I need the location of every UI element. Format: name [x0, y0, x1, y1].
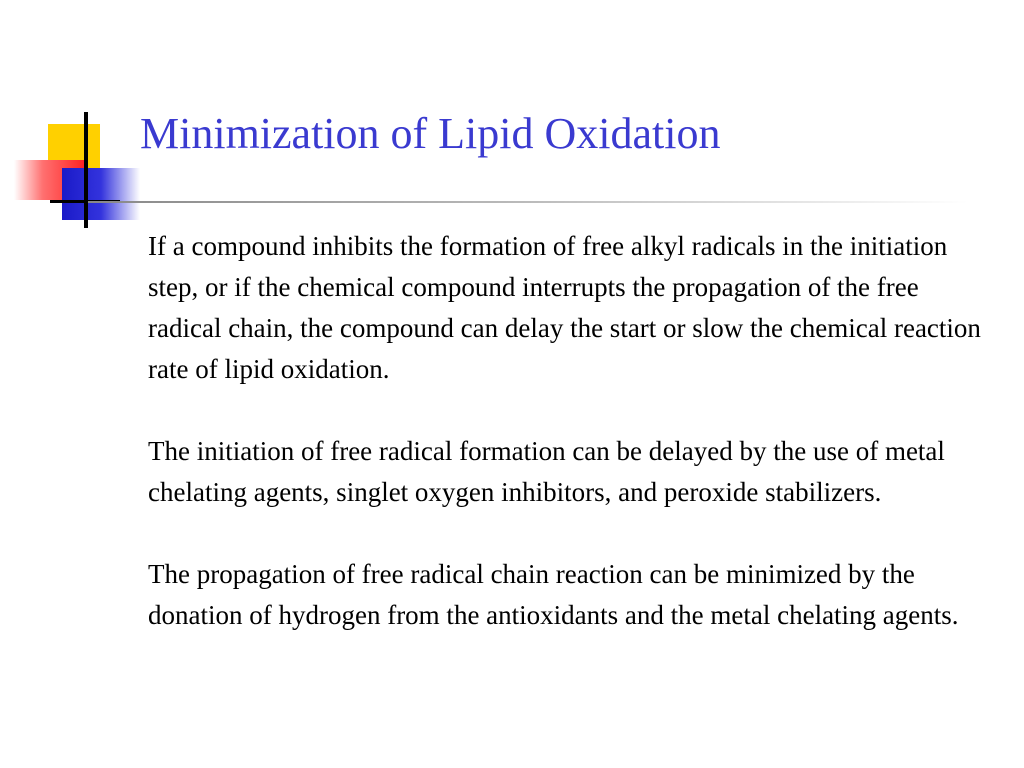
- corner-logo-icon: [0, 0, 140, 240]
- title-divider: [88, 201, 968, 203]
- paragraph-initiation-delay: The initiation of free radical formation can be delayed by the use of metal chelating agents, singlet oxygen inhibitors, and peroxide stabilizers.: [148, 436, 945, 507]
- paragraph-initiation-propagation: If a compound inhibits the formation of free alkyl radicals in the initiation step, or if the chemical compound interrupts the propagation of the free radical chain, the compound can delay the start or slow the chemical reaction rate of lipid oxidation.: [148, 231, 981, 384]
- paragraph-propagation-minimize: The propagation of free radical chain reaction can be minimized by the donation of hydrogen from the antioxidants and the metal chelating agents.: [148, 559, 959, 630]
- logo-vertical-line: [84, 112, 88, 228]
- logo-blue-square: [62, 168, 140, 220]
- slide-title: Minimization of Lipid Oxidation: [140, 109, 721, 158]
- slide-body: [148, 226, 988, 636]
